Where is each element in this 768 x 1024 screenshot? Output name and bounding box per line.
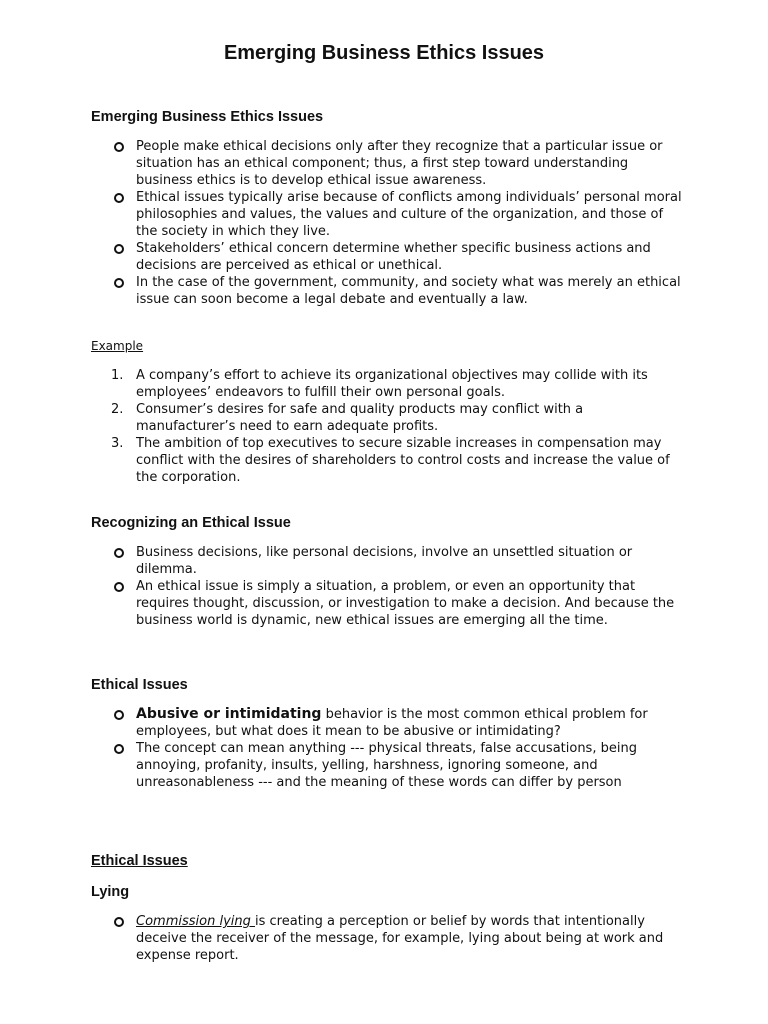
bullet-icon xyxy=(114,193,124,203)
list-item xyxy=(111,401,686,435)
list-number: 2. xyxy=(111,402,124,417)
list-item-text: Consumer’s desires for safe and quality products may conflict with a manufacturer’s need to earn adequate profits. xyxy=(136,402,584,434)
bullet-icon xyxy=(114,278,124,288)
list-item xyxy=(111,189,686,240)
list-item xyxy=(111,578,686,629)
list-item-text: People make ethical decisions only after they recognize that a particular issue or situation has an ethical component; thus, a first step toward understanding business ethics is to develop ethical issue awareness. xyxy=(136,139,663,188)
subheading-lying: Lying xyxy=(91,884,130,900)
list-item xyxy=(111,138,686,189)
list-item xyxy=(111,240,686,274)
list-item-text: The ambition of top executives to secure sizable increases in compensation may conflict with the desires of shareholders to control costs and increase the value of the corporation. xyxy=(136,436,670,485)
section-heading-recognizing: Recognizing an Ethical Issue xyxy=(91,515,291,531)
list-item-text: A company’s effort to achieve its organizational objectives may collide with its employees’ endeavors to fulfill their own personal goals. xyxy=(136,368,648,400)
list-item-text: Stakeholders’ ethical concern determine whether specific business actions and decisions are perceived as ethical or unethical. xyxy=(136,241,651,273)
section-heading-ethical-issues-2: Ethical Issues xyxy=(91,853,188,869)
list-item xyxy=(111,435,686,486)
list-number: 1. xyxy=(111,368,124,383)
bullet-icon xyxy=(114,710,124,720)
list-item-text: behavior is the most common ethical problem for employees, but what does it mean to be abusive or intimidating? xyxy=(136,707,648,739)
bold-lead-text: Abusive or intimidating xyxy=(136,706,322,722)
list-item-text: An ethical issue is simply a situation, a problem, or even an opportunity that requires thought, discussion, or investigation to make a decision. And because the business world is dynamic, new ethical issues are emerging all the time. xyxy=(136,579,675,628)
section-heading-emerging: Emerging Business Ethics Issues xyxy=(91,109,324,125)
list-item-text: is creating a perception or belief by words that intentionally deceive the receiver of the message, for example, lying about being at work and expense report. xyxy=(136,914,664,963)
bullet-list-ethical-issues xyxy=(111,706,686,791)
page-title: Emerging Business Ethics Issues xyxy=(223,42,545,64)
list-item xyxy=(111,274,686,308)
numbered-list-example xyxy=(111,367,686,486)
bullet-list-lying xyxy=(111,913,686,964)
list-item xyxy=(111,913,686,964)
list-item xyxy=(111,740,686,791)
list-item-text: Ethical issues typically arise because of conflicts among individuals’ personal moral philosophies and values, the values and culture of the organization, and those of the society in which they live. xyxy=(136,190,682,239)
bullet-icon xyxy=(114,917,124,927)
bullet-icon xyxy=(114,548,124,558)
list-item-text: The concept can mean anything --- physical threats, false accusations, being annoying, profanity, insults, yelling, harshness, ignoring someone, and unreasonableness --- and the meaning of these words can differ by person xyxy=(136,741,637,790)
italic-lead-text: Commission lying xyxy=(136,914,255,929)
list-item-text: In the case of the government, community, and society what was merely an ethical issue can soon become a legal debate and eventually a law. xyxy=(136,275,681,307)
list-item xyxy=(111,706,686,740)
list-item xyxy=(111,544,686,578)
list-item-text: Business decisions, like personal decisions, involve an unsettled situation or dilemma. xyxy=(136,545,633,577)
section-heading-ethical-issues: Ethical Issues xyxy=(91,677,188,693)
example-label: Example xyxy=(91,339,144,353)
bullet-icon xyxy=(114,142,124,152)
list-number: 3. xyxy=(111,436,124,451)
list-item xyxy=(111,367,686,401)
bullet-icon xyxy=(114,582,124,592)
bullet-icon xyxy=(114,744,124,754)
bullet-list-emerging xyxy=(111,138,686,308)
bullet-list-recognizing xyxy=(111,544,686,629)
bullet-icon xyxy=(114,244,124,254)
